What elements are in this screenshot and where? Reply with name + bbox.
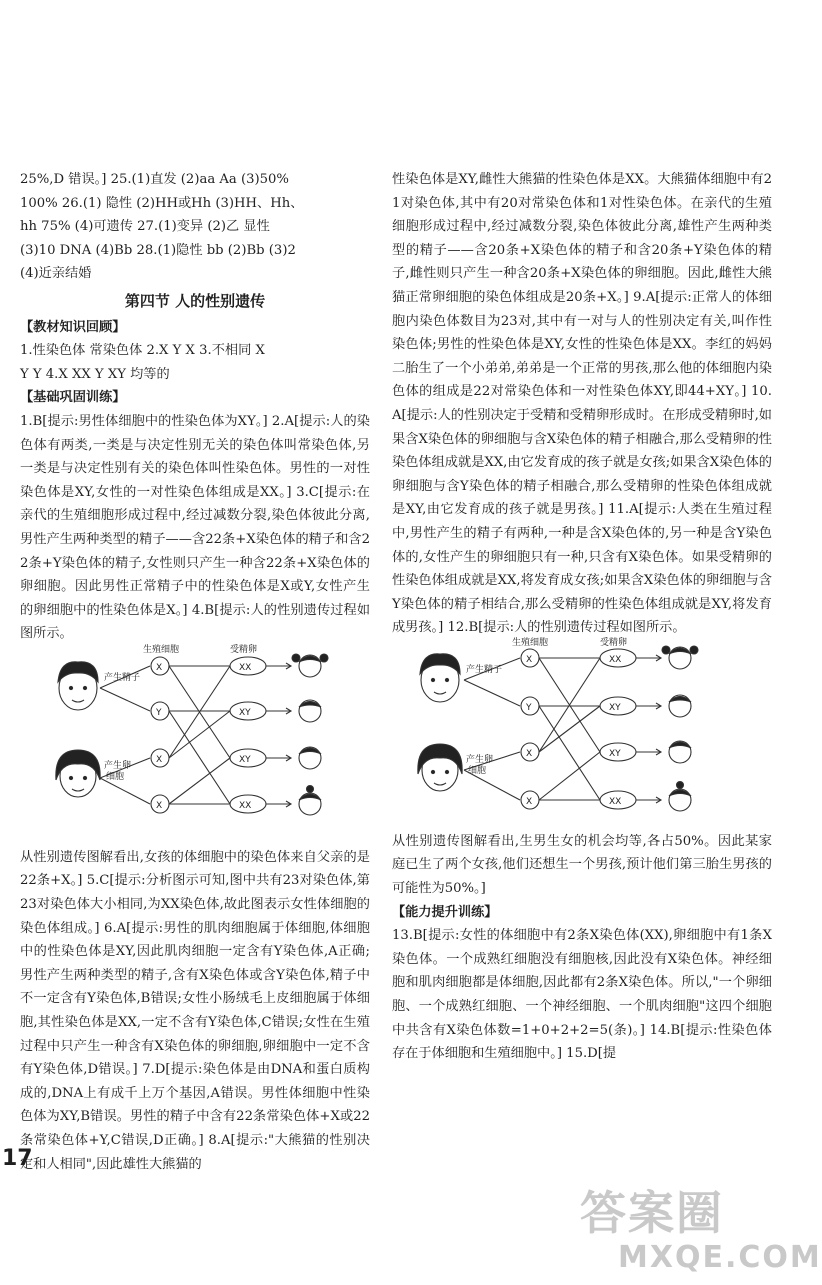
- gamete-label: X: [156, 800, 163, 811]
- girl-icon: [662, 646, 698, 669]
- label-egg: 产生卵: [466, 754, 494, 765]
- label-sperm: 产生精子: [466, 664, 503, 675]
- intro-line: hh 75% (4)可遗传 27.(1)变异 (2)乙 显性: [20, 219, 270, 235]
- gamete-label: X: [156, 754, 163, 765]
- mother-icon: [56, 750, 100, 797]
- section-title: 第四节 人的性别遗传: [124, 291, 266, 310]
- gamete-label: X: [526, 748, 533, 759]
- sex-inheritance-diagram: [392, 637, 772, 830]
- label-zygote: 受精卵: [600, 637, 628, 648]
- label-zygote: 受精卵: [230, 644, 258, 655]
- basic-answers: 1.B[提示:男性体细胞中的性染色体为XY。] 2.A[提示:人的染色体有两类,一类是与决定性别无关的染色体叫常染色体,另一类是与决定性别有关的染色体叫性染色体。男性的一对性染色体是XY,女性的一对性染色体组成是XX。] 3.C[提示:在亲代的生殖细胞形成过程中,经过减数分裂,染色体彼此分离,男性产生两种类型的精子——含22条+X染色体的精子和含22条+Y染色体的精子,女性则只产生一种含22条+X染色体的卵细胞。因此男性正常精子中的性染色体是X或Y,女性产生的卵细胞中的性染色体是X。] 4.B[提示:人的性别遗传过程如图所示。: [20, 413, 370, 642]
- zygote-label: XY: [609, 702, 621, 713]
- label-egg: 产生卵: [104, 760, 132, 771]
- watermark-main: 答案圈: [580, 1186, 724, 1240]
- zygote-label: XY: [609, 748, 621, 759]
- heading-ability-training: 【能力提升训练】: [392, 904, 498, 920]
- watermark-logo: [580, 1185, 822, 1280]
- heading-basic-training: 【基础巩固训练】: [20, 390, 126, 406]
- father-icon: [58, 662, 98, 710]
- gamete-label: Y: [526, 702, 532, 713]
- intro-line: 25%,D 错误。] 25.(1)直发 (2)aa Aa (3)50%: [20, 172, 289, 187]
- gamete-label: Y: [156, 707, 162, 718]
- knowledge-line: 1.性染色体 常染色体 2.X Y X 3.不相同 X: [20, 343, 265, 359]
- ability-answers: 13.B[提示:女性的体细胞中有2条X染色体(XX),卵细胞中有1条X染色体。一个成熟红细胞没有细胞核,因此没有X染色体。神经细胞和肌肉细胞都是体细胞,因此都有2条X染色体。所以,"一个卵细胞、一个成熟红细胞、一个神经细胞、一个肌肉细胞"这四个细胞中共含有X染色体数=1+0+2+2=5(条)。] 14.B[提示:性染色体存在于体细胞和生殖细胞中。] 15.D[提: [392, 928, 772, 1062]
- intro-line: (4)近亲结婚: [20, 266, 92, 282]
- girl-icon: [299, 785, 321, 815]
- left-column: [20, 168, 370, 1176]
- mother-icon: [418, 744, 462, 791]
- right-column: [392, 168, 772, 1066]
- gamete-label: X: [526, 654, 533, 665]
- father-icon: [420, 654, 460, 702]
- boy-icon: [669, 741, 691, 763]
- boy-icon: [669, 695, 691, 717]
- boy-icon: [299, 700, 321, 722]
- label-sperm: 产生精子: [104, 672, 141, 683]
- sex-inheritance-diagram: [20, 646, 370, 846]
- zygote-label: XX: [239, 662, 252, 673]
- zygote-label: XX: [239, 800, 252, 811]
- boy-icon: [299, 747, 321, 769]
- answers-conclusion: 从性别遗传图解看出,生男生女的机会均等,各占50%。因此某家庭已生了两个女孩,他们还想生一个男孩,预计他们第三胎生男孩的可能性为50%。]: [392, 833, 772, 897]
- knowledge-line: Y Y 4.X XX Y XY 均等的: [20, 366, 170, 382]
- zygote-label: XY: [239, 754, 251, 765]
- label-egg: 细胞: [468, 765, 487, 776]
- diagram-svg-right: [392, 637, 772, 830]
- heading-knowledge-review: 【教材知识回顾】: [20, 319, 126, 335]
- label-gametes: 生殖细胞: [143, 644, 180, 655]
- answers-continued: 性染色体是XY,雌性大熊猫的性染色体是XX。大熊猫体细胞中有21对染色体,其中有20对常染色体和1对性染色体。在亲代的生殖细胞形成过程中,经过减数分裂,染色体彼此分离,雄性产生两种类型的精子——含20条+X染色体的精子和含20条+Y染色体的精子,雌性则只产生一种含20条+X染色体的卵细胞。因此,雌性大熊猫正常卵细胞的染色体组成是20条+X。] 9.A[提示:正常人的体细胞内染色体数目为23对,其中有一对与人的性别决定有关,叫作性染色体;男性的性染色体是XY,女性的性染色体是XX。李红的妈妈二胎生了一个小弟弟,弟弟是一个正常的男孩,那么他的体细胞内染色体的组成是22对常染色体和一对性染色体XY,即44+XY。] 10.A[提示:人的性别决定于受精和受精卵形成时。在形成受精卵时,如果含X染色体的卵细胞与含X染色体的精子相融合,那么受精卵的性染色体组成就是XX,由它发育成的孩子就是女孩;如果含X染色体的卵细胞与含Y染色体的精子相融合,那么受精卵的性染色体组成就是XY,由它发育成的孩子就是男孩。] 11.A[提示:人类在生殖过程中,男性产生的精子有两种,一种是含X染色体的,另一种是含Y染色体的,女性产生的卵细胞只有一种,只含有X染色体。如果受精卵的性染色体组成就是XX,将发育成女孩;如果含X染色体的卵细胞与含Y染色体的精子相结合,那么受精卵的性染色体组成就是XY,将发育成男孩。] 12.B[提示:人的性别遗传过程如图所示。: [392, 172, 772, 636]
- intro-line: 100% 26.(1) 隐性 (2)HH或Hh (3)HH、Hh、: [20, 195, 304, 211]
- girl-icon: [669, 781, 691, 811]
- intro-line: (3)10 DNA (4)Bb 28.(1)隐性 bb (2)Bb (3)2: [20, 242, 296, 258]
- gamete-label: X: [526, 796, 533, 807]
- page-number: 17: [2, 1146, 33, 1171]
- zygote-label: XX: [609, 796, 622, 807]
- diagram-svg-left: [20, 646, 370, 846]
- watermark-url: MXQE.COM: [618, 1240, 822, 1275]
- zygote-label: XX: [609, 654, 622, 665]
- label-gametes: 生殖细胞: [512, 637, 549, 648]
- label-egg: 细胞: [106, 771, 125, 782]
- zygote-label: XY: [239, 707, 251, 718]
- girl-icon: [292, 654, 328, 677]
- basic-answers-continued: 从性别遗传图解看出,女孩的体细胞中的染色体来自父亲的是22条+X。] 5.C[提示:分析图示可知,图中共有23对染色体,第23对染色体大小相同,为XX染色体,故此图表示女性体细胞的染色体组成。] 6.A[提示:男性的肌肉细胞属于体细胞,体细胞中的性染色体是XY,因此肌肉细胞一定含有Y染色体,A正确;男性产生两种类型的精子,含有X染色体或含Y染色体,精子中不一定含有Y染色体,B错误;女性小肠绒毛上皮细胞属于体细胞,其性染色体是XX,一定不含有Y染色体,C错误;女性在生殖过程中只产生一种含有X染色体的卵细胞,卵细胞中一定不含有Y染色体,D错误。] 7.D[提示:染色体是由DNA和蛋白质构成的,DNA上有成千上万个基因,A错误。男性体细胞中性染色体为XY,B错误。男性的精子中含有22条常染色体+X或22条常染色体+Y,C错误,D正确。] 8.A[提示:"大熊猫的性别决定和人相同",因此雄性大熊猫的: [20, 849, 370, 1172]
- gamete-label: X: [156, 662, 163, 673]
